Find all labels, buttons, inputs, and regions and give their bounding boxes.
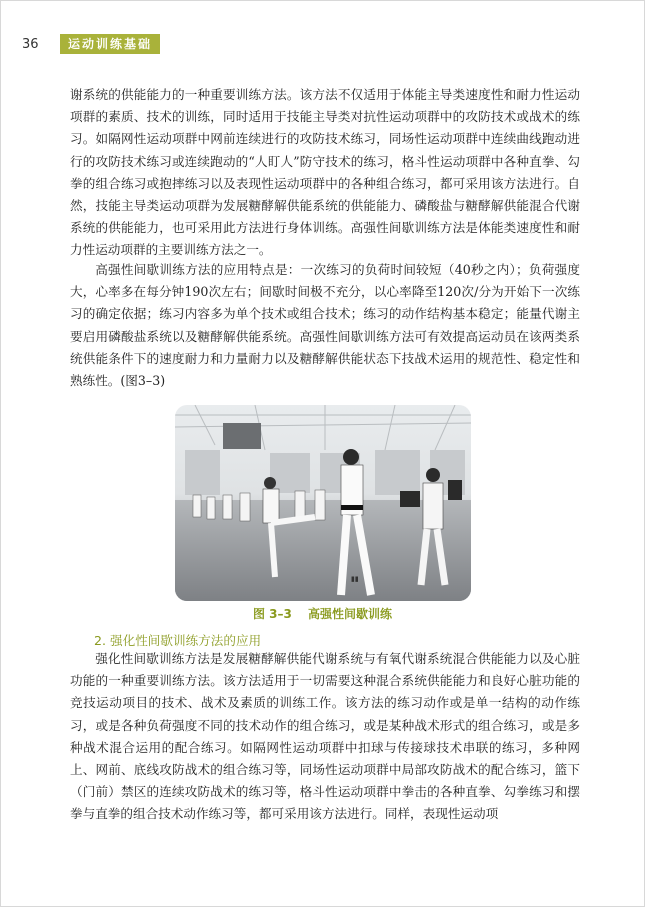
section-heading: 2. 强化性间歇训练方法的应用: [94, 633, 262, 648]
taekwondo-training-photo: [175, 405, 471, 601]
flag: [223, 423, 261, 449]
paragraph-2: 高强性间歇训练方法的应用特点是：一次练习的负荷时间较短（40秒之内）；负荷强度大，心率多在每分钟190次左右；间歇时间极不充分，以心率降至120次/分为开始下一次练习的确定依据；练习内容多为单个技术或组合技术；练习的动作结构基本稳定；能量代谢主要启用磷酸盐系统以及糖酵解供能系统。高强性间歇训练方法可有效提高运动员在该两类系统供能条件下的速度耐力和力量耐力以及糖酵解供能状态下技战术运用的规范性、稳定性和熟练性。(图3–3): [70, 262, 580, 389]
paragraph-1: 谢系统的供能能力的一种重要训练方法。该方法不仅适用于体能主导类速度性和耐力性运动项群的素质、技术的训练，同时适用于技能主导类对抗性运动项群中的攻防技术或战术的练习。如隔网性运动项群中网前连续进行的攻防技术练习，同场性运动项群中连续曲线跑动进行的攻防技术练习或连续跑动的“人盯人”防守技术的练习，格斗性运动项群中各种直拳、勾拳的组合练习或抱摔练习以及表现性运动项群中的各种组合练习，都可采用该方法进行。自然，技能主导类运动项群为发展糖酵解供能系统的供能能力、磷酸盐与糖酵解供能混合代谢系统的供能能力，也可采用此方法进行身体训练。高强性间歇训练方法是体能类速度性和耐力性运动项群的主要训练方法之一。: [70, 87, 580, 258]
page-number: 36: [22, 36, 39, 52]
figure-number: 图 3–3: [252, 607, 292, 621]
chapter-title: 运动训练基础: [60, 34, 160, 54]
figure-caption: [0, 605, 645, 622]
ceiling-truss: [175, 405, 471, 450]
svg-text:▮▮: ▮▮: [351, 575, 359, 583]
page-header: [22, 34, 160, 54]
figure-title: 高强性间歇训练: [308, 607, 393, 621]
photo-illustration: [175, 405, 471, 601]
paragraph-3: 强化性间歇训练方法是发展糖酵解供能代谢系统与有氧代谢系统混合供能能力以及心脏功能的一种重要训练方法。该方法适用于一切需要这种混合系统供能能力和良好心脏功能的竞技运动项目的技术、战术及素质的训练工作。该方法的练习动作或是单一结构的动作练习，或是各种负荷强度不同的技术动作的组合练习，或是某种战术形式的组合练习，或是多种战术混合运用的配合练习。如隔网性运动项群中扣球与传接球技术串联的练习，多种网上、网前、底线攻防战术的组合练习等，同场性运动项群中局部攻防战术的配合练习，篮下（门前）禁区的连续攻防战术的练习等，格斗性运动项群中拳击的各种直拳、勾拳练习和摆拳与直拳的组合技术动作练习等，都可采用该方法进行。同样，表现性运动项: [70, 651, 580, 822]
